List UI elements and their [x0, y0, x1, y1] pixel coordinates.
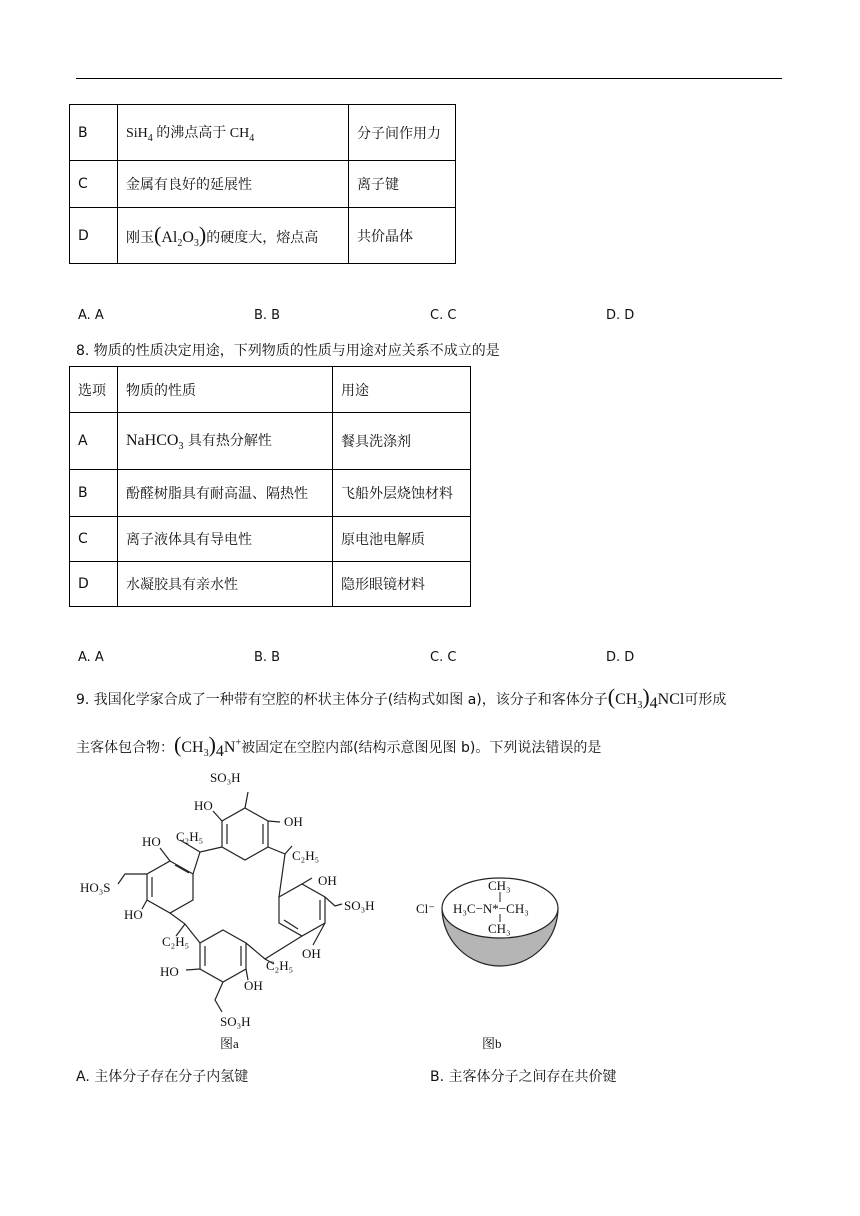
hydroxyl-label: OH — [244, 978, 263, 993]
q7-option-a[interactable]: A. A — [78, 308, 104, 323]
table-row — [70, 470, 471, 517]
figure-b-caption: 图b — [482, 1036, 502, 1051]
reason-cell: 离子键 — [349, 161, 456, 208]
q9-line1: 9. 我国化学家合成了一种带有空腔的杯状主体分子(结构式如图 a)，该分子和客体分子$(CH_3)_4NCl$可形成 — [76, 684, 727, 712]
ethyl-label: C₂H₅ — [292, 848, 320, 863]
q9-option-a[interactable]: A. 主体分子存在分子内氢键 — [76, 1069, 249, 1085]
q8-option-b[interactable]: B. B — [254, 650, 281, 665]
sulfonic-label: SO₃H — [344, 898, 375, 913]
q7-option-b[interactable]: B. B — [254, 308, 281, 323]
hydroxyl-label: OH — [302, 946, 321, 961]
use-cell: 餐具洗涤剂 — [333, 413, 471, 470]
header-rule — [76, 78, 782, 79]
hydroxyl-label: OH — [318, 873, 337, 888]
use-cell: 原电池电解质 — [333, 517, 471, 562]
reason-cell: 共价晶体 — [349, 208, 456, 264]
fact-cell: 刚玉$(Al_2O_3)$的硬度大，熔点高 — [118, 208, 349, 264]
property-cell: 水凝胶具有亲水性 — [118, 562, 333, 607]
q7-option-d[interactable]: D. D — [606, 308, 635, 323]
sulfonic-label: HO₃S — [80, 880, 111, 895]
ethyl-label: C₂H₅ — [176, 829, 204, 844]
q9-line2: 主客体包合物：$(CH_3)_4N^+$被固定在空腔内部(结构示意图见图 b)。下列说法错误的是 — [76, 732, 602, 760]
table-row — [70, 517, 471, 562]
sulfonic-label: SO₃H — [220, 1014, 251, 1029]
property-cell: 离子液体具有导电性 — [118, 517, 333, 562]
header-cell: 物质的性质 — [118, 367, 333, 413]
q8-table — [69, 366, 471, 607]
use-cell: 飞船外层烧蚀材料 — [333, 470, 471, 517]
hydroxyl-label: HO — [124, 907, 143, 922]
q7-table — [69, 104, 456, 264]
table-row — [70, 161, 456, 208]
hydroxyl-label: HO — [142, 834, 161, 849]
option-letter: D — [70, 562, 118, 607]
ethyl-label: C₂H₅ — [266, 958, 294, 973]
table-row — [70, 413, 471, 470]
fact-cell: SiH$_4$ 的沸点高于 $CH_4$ — [118, 105, 349, 161]
option-letter: C — [70, 517, 118, 562]
option-letter: B — [70, 105, 118, 161]
hydroxyl-label: HO — [194, 798, 213, 813]
figure-a-structure — [70, 764, 400, 1058]
use-cell: 隐形眼镜材料 — [333, 562, 471, 607]
option-letter: D — [70, 208, 118, 264]
table-row — [70, 208, 456, 264]
q9-text: 主客体包合物： — [76, 740, 174, 756]
methyl-label: CH₃ — [488, 921, 511, 936]
hydroxyl-label: HO — [160, 964, 179, 979]
table-row — [70, 367, 471, 413]
header-cell: 选项 — [70, 367, 118, 413]
q8-option-c[interactable]: C. C — [430, 650, 457, 665]
property-cell: NaHCO$_3$ 具有热分解性 — [118, 413, 333, 470]
figure-a-caption: 图a — [220, 1036, 239, 1051]
ammonium-center-label: H₃C−N*−CH₃ — [453, 901, 529, 916]
q9-text: 被固定在空腔内部(结构示意图见图 b)。下列说法错误的是 — [241, 740, 602, 756]
q9-option-b[interactable]: B. 主客体分子之间存在共价键 — [430, 1069, 617, 1085]
q8-option-d[interactable]: D. D — [606, 650, 635, 665]
header-cell: 用途 — [333, 367, 471, 413]
property-cell: 酚醛树脂具有耐高温、隔热性 — [118, 470, 333, 517]
ethyl-label: C₂H₅ — [162, 934, 190, 949]
q8-option-a[interactable]: A. A — [78, 650, 104, 665]
chloride-label: Cl⁻ — [416, 901, 436, 916]
reason-cell: 分子间作用力 — [349, 105, 456, 161]
table-row — [70, 562, 471, 607]
q7-option-c[interactable]: C. C — [430, 308, 457, 323]
table-row — [70, 105, 456, 161]
q9-text: 可形成 — [684, 692, 727, 708]
sulfonic-label: SO₃H — [210, 770, 241, 785]
methyl-label: CH₃ — [488, 878, 511, 893]
q8-stem: 8. 物质的性质决定用途，下列物质的性质与用途对应关系不成立的是 — [76, 343, 500, 359]
hydroxyl-label: OH — [284, 814, 303, 829]
q9-text: 9. 我国化学家合成了一种带有空腔的杯状主体分子(结构式如图 a)，该分子和客体分子 — [76, 692, 608, 708]
option-letter: C — [70, 161, 118, 208]
option-letter: A — [70, 413, 118, 470]
figure-b-schematic — [410, 870, 570, 1058]
fact-cell: 金属有良好的延展性 — [118, 161, 349, 208]
option-letter: B — [70, 470, 118, 517]
